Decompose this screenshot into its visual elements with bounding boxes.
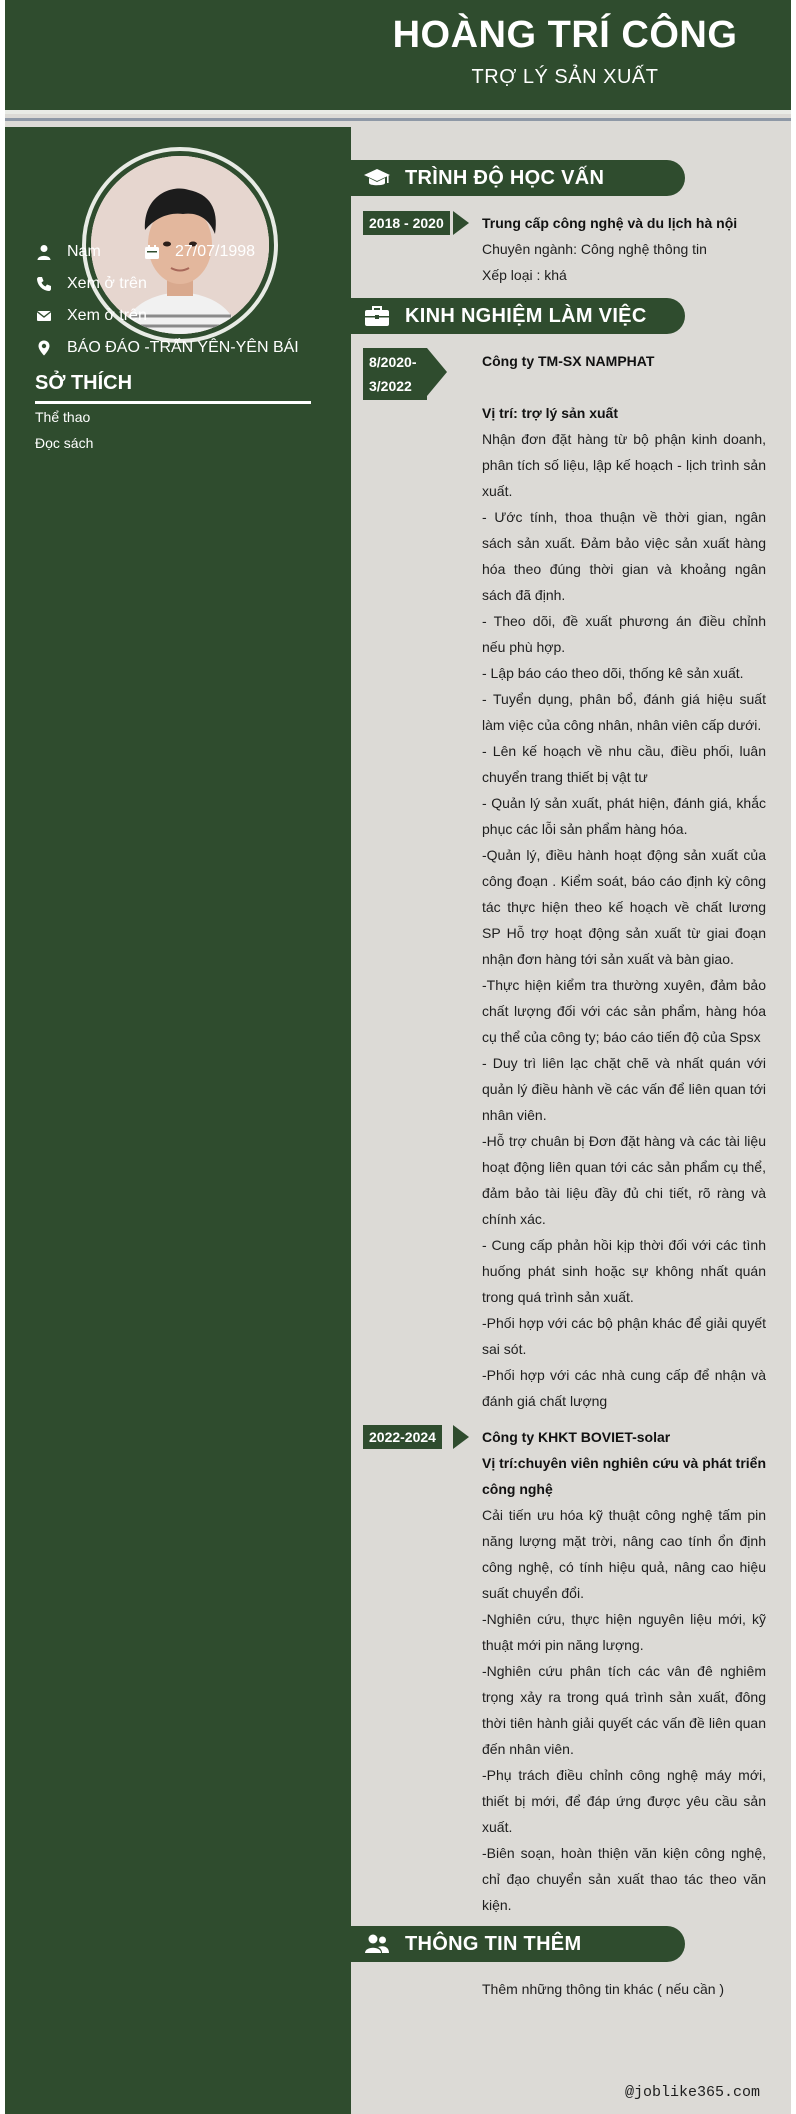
candidate-role: TRỢ LÝ SẢN XUẤT [471,66,659,88]
hobbies-heading: SỞ THÍCH [35,372,133,394]
gender-value: Nam [67,243,101,260]
email-value: Xem ở trên [67,307,147,324]
job1-line: - Tuyển dụng, phân bổ, đánh giá hiệu suất làm việc của công nhân, nhân viên cấp dưới. [482,691,766,733]
resume-page [5,0,791,2114]
job1-line: - Cung cấp phản hồi kịp thời đối với các tình huống phát sinh hoặc sự không nhất quán trong quá trình sản xuất. [482,1237,766,1305]
job1-period-start: 8/2020- [369,354,417,370]
job1-line: - Quản lý sản xuất, phát hiện, đánh giá, khắc phục các lỗi sản phẩm hàng hóa. [482,795,766,837]
hobby-item: Thể thao [35,409,91,425]
experience-heading-bar [351,298,685,334]
birthdate-value: 27/07/1998 [175,243,256,260]
job1-spacer [482,374,766,400]
education-details [482,210,766,288]
additional-title: THÔNG TIN THÊM [405,1932,582,1955]
job2-line: -Biên soạn, hoàn thiện văn kiện công nghệ, chỉ đạo chuyển sản xuất thao tác theo văn kiện. [482,1845,766,1913]
birthdate-row [141,239,255,265]
job1-period [363,348,427,400]
header-divider [5,110,791,114]
job1-line: - Lập báo cáo theo dõi, thống kê sản xuất. [482,665,744,681]
job1-line: -Phối hợp với các bộ phận khác để giải quyết sai sót. [482,1315,766,1357]
map-pin-icon [33,337,55,359]
watermark-text: @joblike365.com [625,2084,761,2101]
job2-period-arrow [453,1425,469,1449]
hobby-item: Đọc sách [35,435,94,451]
job1-line: - Theo dõi, đề xuất phương án điều chỉnh nếu phù hợp. [482,613,766,655]
gender-row [33,239,101,265]
job1-line: -Hỗ trợ chuân bị Đơn đặt hàng và các tài liệu hoạt động liên quan tới các sản phẩm cụ thể, đảm bảo tài liệu đầy đủ chi tiết, rõ ràng và chính xác. [482,1133,766,1227]
education-major: Chuyên ngành: Công nghệ thông tin [482,241,707,257]
job1-line: - Duy trì liên lạc chặt chẽ và nhất quán với quản lý điều hành về các vấn để liên quan tới nhân viên. [482,1055,766,1123]
job2-period-label: 2022-2024 [363,1425,442,1449]
job1-line: -Thực hiện kiểm tra thường xuyên, đảm bảo chất lượng đối với các sản phẩm, hàng hóa cụ thể của công ty; báo cáo tiến độ của Spsx [482,977,766,1045]
users-icon [363,1930,391,1958]
phone-row [33,271,147,297]
hobbies-divider [35,401,311,404]
education-heading-bar [351,160,685,196]
education-title: TRÌNH ĐỘ HỌC VẤN [405,166,605,189]
education-school: Trung cấp công nghệ và du lịch hà nội [482,215,738,231]
additional-text: Thêm những thông tin khác ( nếu cần ) [482,1981,725,1997]
job2-period [363,1425,442,1449]
job1-line: -Phối hợp với các nhà cung cấp để nhận và đánh giá chất lượng [482,1367,766,1409]
job2-line: -Nghiên cứu, thực hiện nguyên liệu mới, kỹ thuật mới pin năng lượng. [482,1611,766,1653]
job1-line: - Ước tính, thoa thuận về thời gian, ngân sách sản xuất. Đảm bảo việc sản xuất hàng hóa theo đúng thời gian và khoảng ngân sách đã định. [482,509,766,603]
education-period-label: 2018 - 2020 [363,211,450,235]
graduation-cap-icon [363,164,391,192]
briefcase-icon [363,302,391,330]
job2-line: Cải tiến ưu hóa kỹ thuật công nghệ tấm pin năng lượng mặt trời, nâng cao tính ổn định công nghệ, có tính hiệu quả, nâng cao hiệu suất chuyển đổi. [482,1507,766,1601]
job1-period-end: 3/2022 [369,378,412,394]
job1-period-arrow [427,348,447,396]
additional-heading-bar [351,1926,685,1962]
job1-company: Công ty TM-SX NAMPHAT [482,353,655,369]
job2-line: -Nghiên cứu phân tích các vân đê nghiêm trọng xảy ra trong quá trình sản xuất, đông thời tiên hành giải quyết các vấn đề liên quan đến nhân viên. [482,1663,766,1757]
phone-icon [33,273,55,295]
education-grade: Xếp loại : khá [482,267,567,283]
job2-details [482,1424,766,1918]
education-period [363,211,450,235]
job1-line: -Quản lý, điều hành hoạt động sản xuất của công đoạn . Kiểm soát, báo cáo định kỳ công tác thực hiện theo kế hoạch về chất lương SP Hỗ trợ hoạt động sản xuất từ giai đoạn nhận đơn hàng tới sản xuất và bàn giao. [482,847,766,967]
envelope-icon [33,305,55,327]
candidate-name: HOÀNG TRÍ CÔNG [392,14,738,56]
sidebar [5,127,351,2114]
phone-value: Xem ở trên [67,275,147,292]
header-divider-secondary [5,118,791,121]
job1-position: Vị trí: trợ lý sản xuất [482,405,618,421]
job2-position: Vị trí:chuyên viên nghiên cứu và phát triển công nghệ [482,1455,766,1497]
address-value: BÁO ĐÁO -TRẤN YÊN-YÊN BÁI [67,339,299,356]
job1-details [482,348,766,1414]
job1-line: Nhận đơn đặt hàng từ bộ phận kinh doanh, phân tích số liệu, lập kế hoạch - lịch trình sản xuất. [482,431,766,499]
email-row [33,303,147,329]
job2-company: Công ty KHKT BOVIET-solar [482,1429,671,1445]
experience-title: KINH NGHIỆM LÀM VIỆC [405,304,647,327]
job1-line: - Lên kế hoạch về nhu cầu, điều phối, luân chuyển trang thiết bị vật tư [482,743,766,785]
user-icon [33,241,55,263]
job2-line: -Phụ trách điều chỉnh công nghệ máy mới, thiết bị mới, để đáp ứng được yêu cầu sản xuất. [482,1767,766,1835]
calendar-icon [141,241,163,263]
additional-details [482,1976,766,2002]
address-row [33,335,299,361]
education-period-arrow [453,211,469,235]
